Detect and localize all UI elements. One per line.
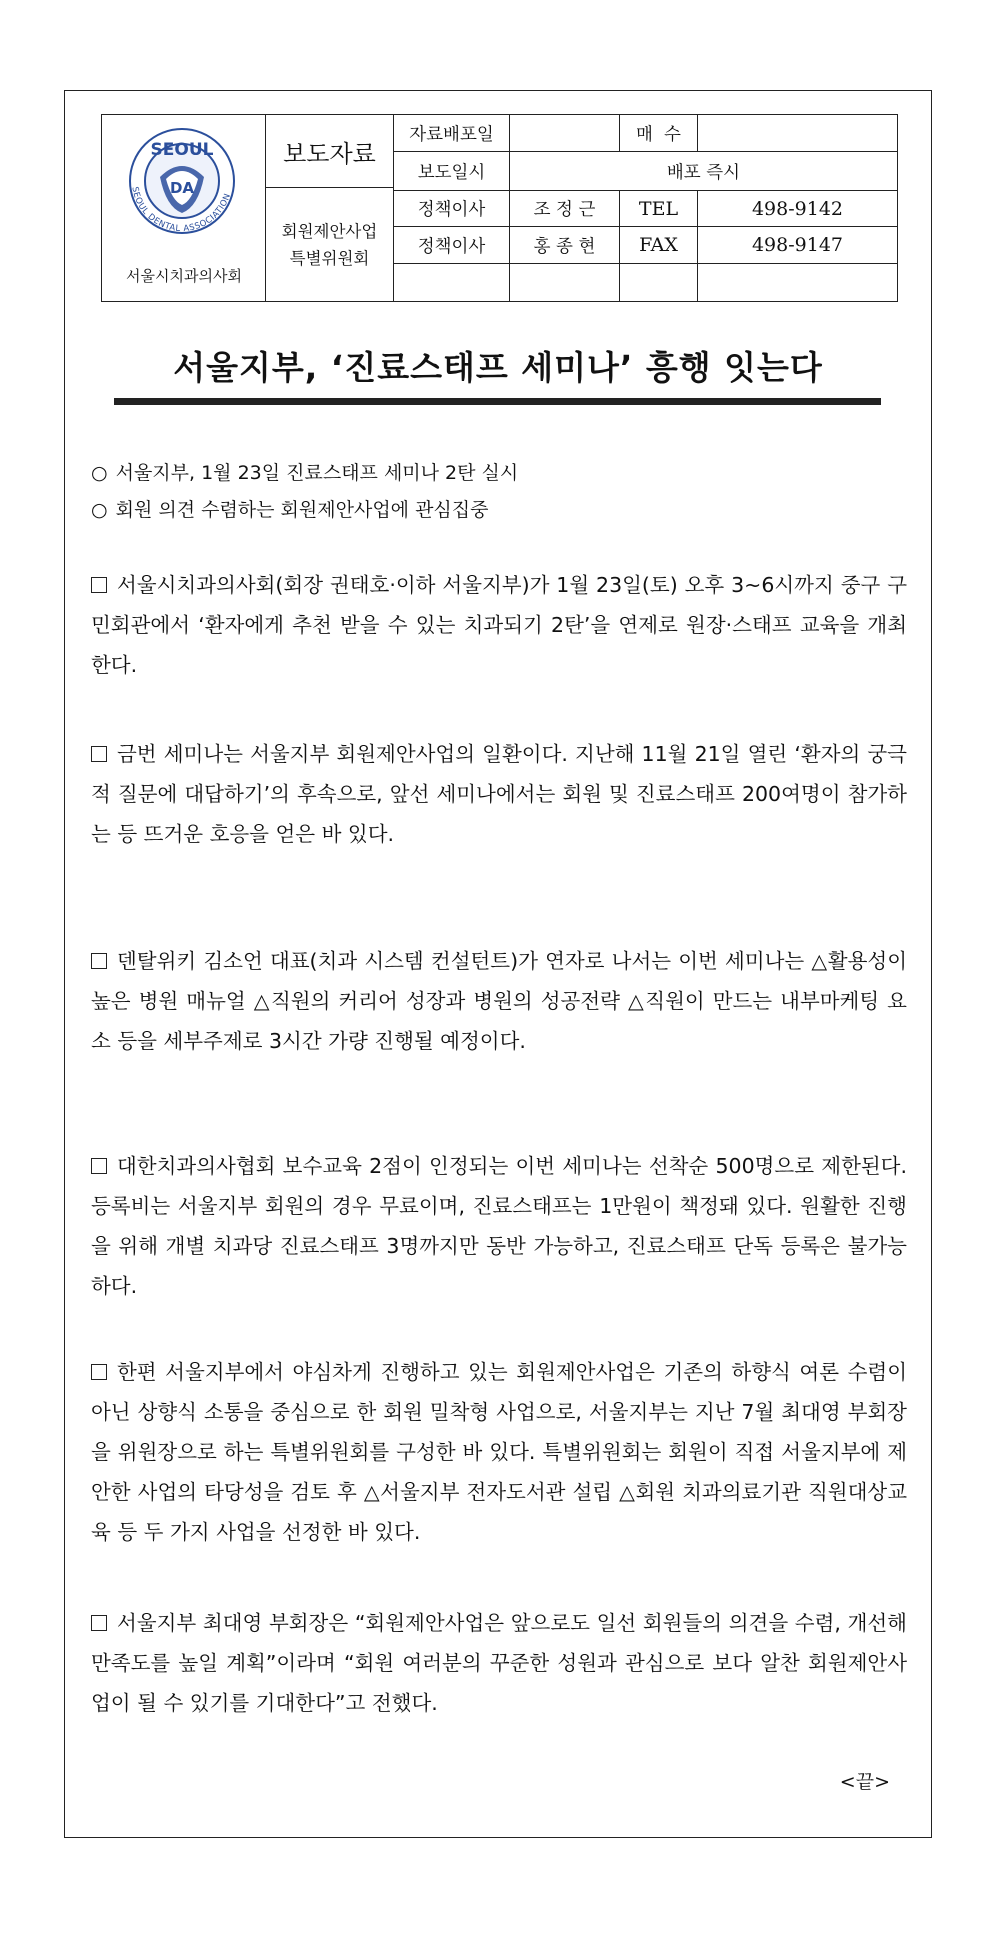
contact-number-2: 498-9147 [751,234,844,256]
press-release-title: 서울지부, ‘진료스태프 세미나’ 흥행 잇는다 [173,348,823,387]
department-line-1: 회원제안사업 [281,221,378,241]
contact-name-1: 조 정 근 [533,200,596,220]
contact-type-1: TEL [638,197,679,220]
summary-list [91,455,518,529]
body-paragraph: 서울지부 최대영 부회장은 “회원제안사업은 앞으로도 일선 회원들의 의견을 수렴, 개선해 만족도를 높일 계획”이라며 “회원 여러분의 꾸준한 성원과 관심으로 보다 알찬 회원제안사업이 될 수 있기를 기대한다”고 전했다. [91,1611,907,1715]
department-line-2: 특별위원회 [289,248,370,268]
contact-name-2: 홍 종 현 [533,236,596,257]
contact-type-2: FAX [639,234,678,256]
summary-item: ○ 서울지부, 1월 23일 진료스태프 세미나 2탄 실시 [91,462,519,484]
department [266,188,393,301]
title-underline [114,398,881,405]
svg-text:DA: DA [169,179,195,197]
publish-label: 보도일시 [417,162,486,183]
pages-label: 매 수 [636,124,681,145]
org-name: 서울시치과의사회 [126,267,242,285]
body-paragraph: 금번 세미나는 서울지부 회원제안사업의 일환이다. 지난해 11월 21일 열린 ‘환자의 궁극적 질문에 대답하기’의 후속으로, 앞선 세미나에서는 회원 및 진료스태프 200여명이 참가하는 등 뜨거운 호응을 얻은 바 있다. [91,742,907,846]
body-paragraph: 서울시치과의사회(회장 권태호·이하 서울지부)가 1월 23일(토) 오후 3~6시까지 중구 구민회관에서 ‘환자에게 추천 받을 수 있는 치과되기 2탄’을 연제로 원장·스태프 교육을 개최한다. [91,573,907,677]
body-paragraph: 덴탈위키 김소언 대표(치과 시스템 컨설턴트)가 연자로 나서는 이번 세미나는 △활용성이 높은 병원 매뉴얼 △직원의 커리어 성장과 병원의 성공전략 △직원이 만드는 내부마케팅 요소 등을 세부주제로 3시간 가량 진행될 예정이다. [91,949,907,1053]
contact-role-2: 정책이사 [417,236,486,257]
square-bullet-icon [91,1158,107,1174]
release-date-label: 자료배포일 [409,124,494,145]
doc-type: 보도자료 [283,139,376,168]
publish-value: 배포 즉시 [666,162,741,183]
contact-number-1: 498-9142 [751,197,844,220]
svg-text:SEOUL: SEOUL [150,140,214,160]
square-bullet-icon [91,953,107,969]
circle-bullet-icon: ○ [91,499,108,521]
seoul-dental-logo-icon [102,115,266,265]
circle-bullet-icon: ○ [91,462,108,484]
square-bullet-icon [91,1364,107,1380]
contact-role-1: 정책이사 [417,200,486,220]
body-paragraph: 대한치과의사협회 보수교육 2점이 인정되는 이번 세미나는 선착순 500명으로 제한된다. 등록비는 서울지부 회원의 경우 무료이며, 진료스태프는 1만원이 책정돼 있다. 원활한 진행을 위해 개별 치과당 진료스태프 3명까지만 동반 가능하고, 진료스태프 단독 등록은 불가능하다. [91,1154,907,1298]
body-paragraph: 한편 서울지부에서 야심차게 진행하고 있는 회원제안사업은 기존의 하향식 여론 수렴이 아닌 상향식 소통을 중심으로 한 회원 밀착형 사업으로, 서울지부는 지난 7월 최대영 부회장을 위원장으로 하는 특별위원회를 구성한 바 있다. 특별위원회는 회원이 직접 서울지부에 제안한 사업의 타당성을 검토 후 △서울지부 전자도서관 설립 △회원 치과의료기관 직원대상교육 등 두 가지 사업을 선정한 바 있다. [91,1360,907,1544]
release-date-value [510,115,619,151]
summary-item: ○ 회원 의견 수렴하는 회원제안사업에 관심집중 [91,499,489,521]
press-header-table [101,114,898,302]
pages-value [698,115,897,151]
square-bullet-icon [91,1615,107,1631]
end-mark: <끝> [839,1771,890,1793]
square-bullet-icon [91,577,107,593]
association-logo [102,115,266,301]
svg-text:SEOUL DENTAL ASSOCIATION: SEOUL DENTAL ASSOCIATION [129,185,234,235]
square-bullet-icon [91,746,107,762]
